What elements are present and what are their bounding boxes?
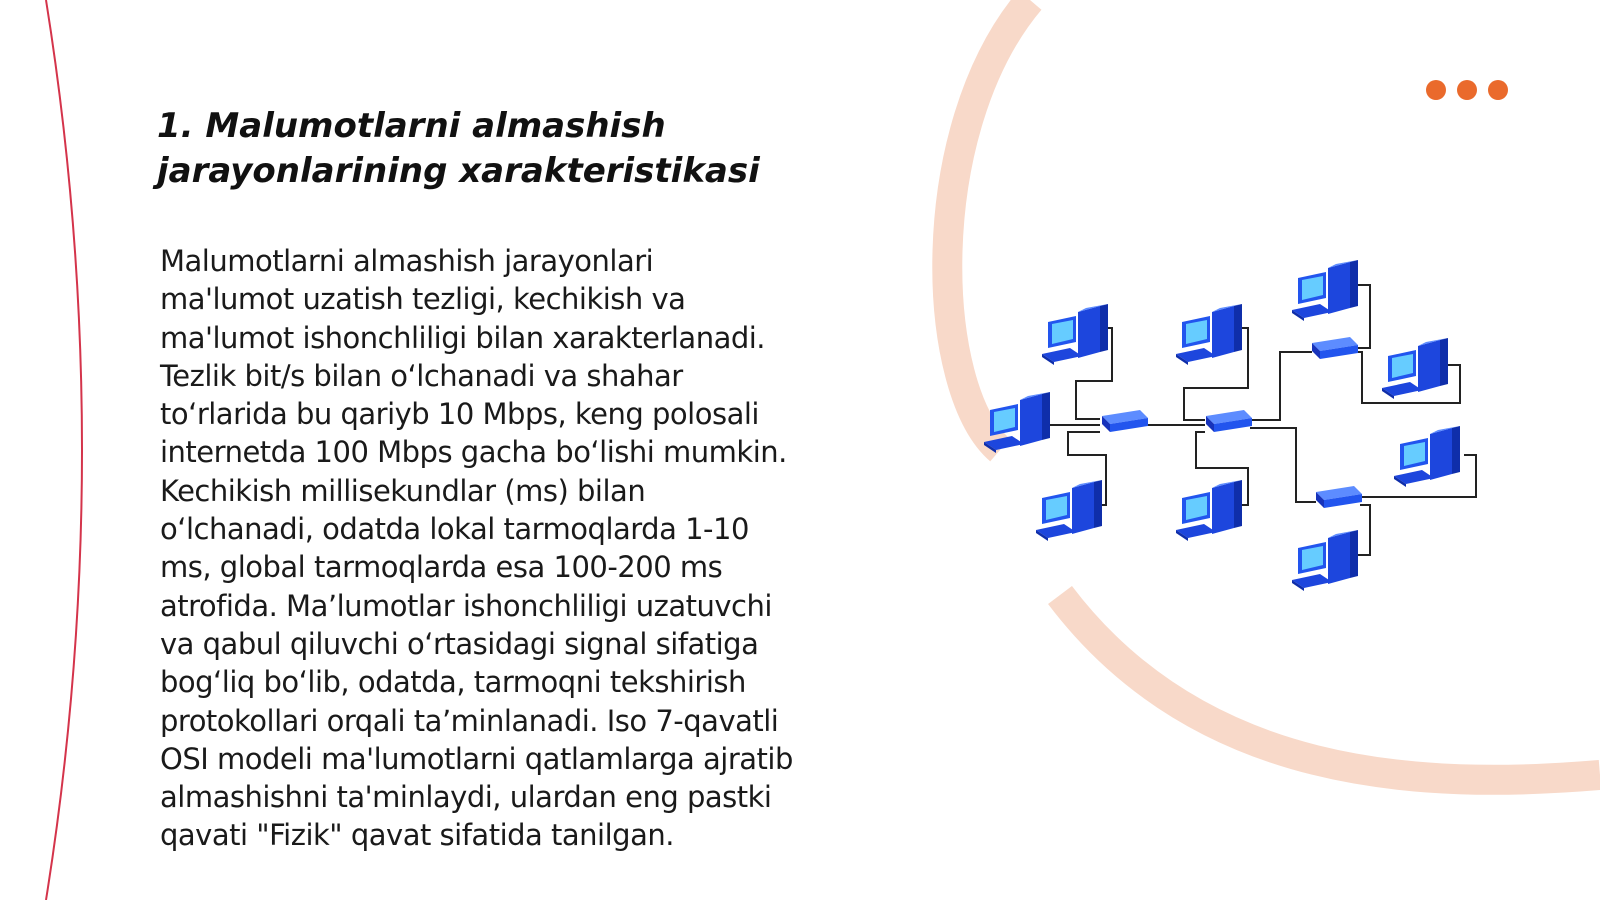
computer-icon [1176, 480, 1242, 541]
computer-icon [984, 392, 1050, 453]
computer-icon [1292, 530, 1358, 591]
computer-icon [1292, 260, 1358, 321]
computer-icon [1042, 304, 1108, 365]
network-hub-icon [1102, 410, 1148, 432]
computer-icon [1036, 480, 1102, 541]
computer-icon [1394, 426, 1460, 487]
slide-body-text: Malumotlarni almashish jarayonlari ma'lumot uzatish tezligi, kechikish va ma'lumot ishonchliligi bilan xarakterlanadi. Tezlik bit/s bilan oʻlchanadi va shahar toʻrlarida bu qariyb 10 Mbps, keng polosali internetda 100 Mbps gacha boʻlishi mumkin. Kechikish millisekundlar (ms) bilan oʻlchanadi, odatda lokal tarmoqlarda 1-10 ms, global tarmoqlarda esa 100-200 ms atrofida. Maʼlumotlar ishonchliligi uzatuvchi va qabul qiluvchi oʻrtasidagi signal sifatiga bogʻliq boʻlib, odatda, tarmoqni tekshirish protokollari orqali taʼminlanadi. Iso 7-qavatli OSI modeli ma'lumotlarni qatlamlarga ajratib almashishni ta'minlaydi, ulardan eng pastki qavati "Fizik" qavat sifatida tanilgan. [160, 244, 793, 853]
network-hub-icon [1312, 337, 1358, 359]
network-hub-icon [1206, 410, 1252, 432]
computer-icon [1382, 338, 1448, 399]
network-hub-icon [1316, 486, 1362, 508]
slide-title: 1. Malumotlarni almashish jarayonlarining xarakteristikasi [157, 106, 760, 191]
computer-icon [1176, 304, 1242, 365]
